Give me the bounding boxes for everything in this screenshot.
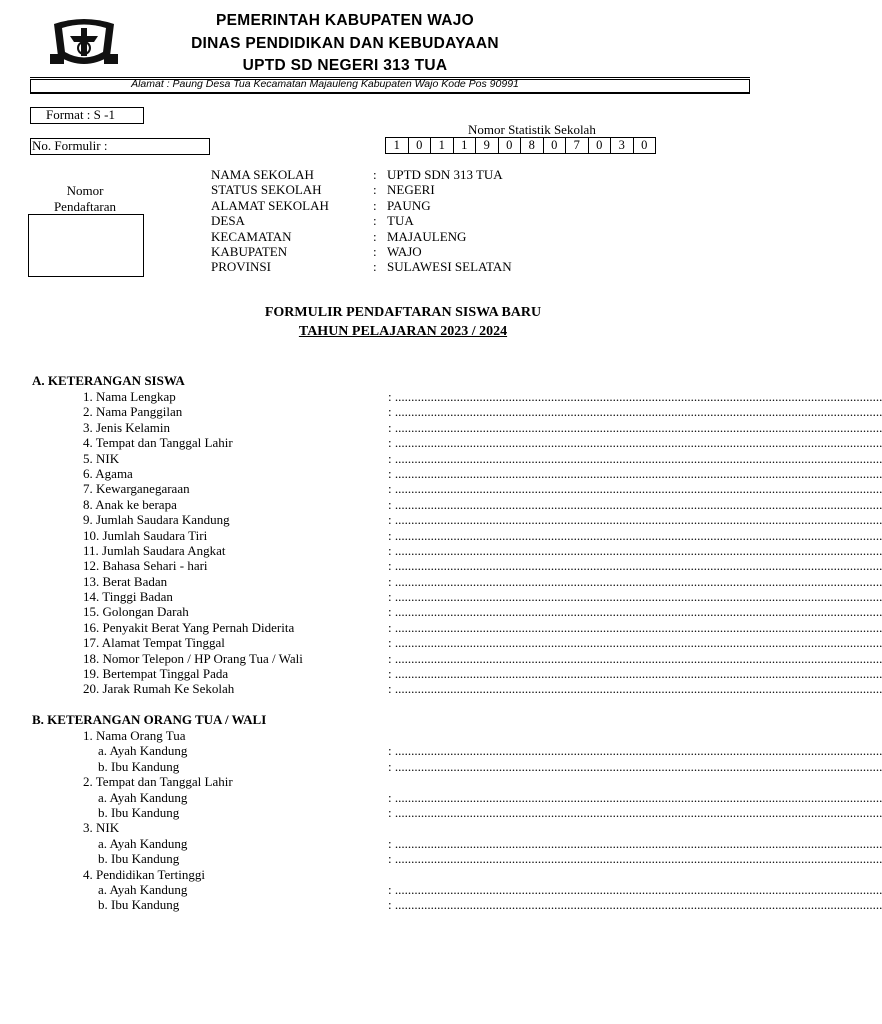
header-line-2: DINAS PENDIDIKAN DAN KEBUDAYAAN xyxy=(191,35,499,52)
fill-line[interactable]: : ...................................................................................................................................................... xyxy=(388,897,882,913)
nss-digit: 0 xyxy=(544,138,567,153)
nss-digit: 3 xyxy=(611,138,634,153)
school-info-label: DESA xyxy=(211,213,245,229)
section-a-fill-lines[interactable] xyxy=(388,389,882,697)
form-title: FORMULIR PENDAFTARAN SISWA BARU xyxy=(264,305,542,320)
school-info-labels xyxy=(211,167,329,275)
list-item: 10. Jumlah Saudara Tiri xyxy=(83,527,208,543)
nss-digit: 1 xyxy=(454,138,477,153)
list-item: a. Ayah Kandung xyxy=(98,743,188,759)
list-item: 15. Golongan Darah xyxy=(83,604,189,620)
fill-line[interactable]: : ...................................................................................................................................................... xyxy=(388,681,882,697)
nss-digit: 0 xyxy=(499,138,522,153)
list-item: 18. Nomor Telepon / HP Orang Tua / Wali xyxy=(83,650,303,666)
nomor-pendaftaran-label-1: Nomor xyxy=(66,183,104,198)
list-item: 1. Nama Lengkap xyxy=(83,389,176,404)
fill-line[interactable]: : ...................................................................................................................................................... xyxy=(388,481,882,497)
list-item: 5. NIK xyxy=(83,450,120,466)
no-formulir-label: No. Formulir : xyxy=(32,138,108,153)
fill-line[interactable]: : ...................................................................................................................................................... xyxy=(388,465,882,481)
nss-digit: 8 xyxy=(521,138,544,153)
school-info-value: PAUNG xyxy=(387,197,431,213)
school-info-value: UPTD SDN 313 TUA xyxy=(387,167,503,182)
school-info-label: PROVINSI xyxy=(211,259,271,275)
list-item: 8. Anak ke berapa xyxy=(83,496,177,512)
section-b-items xyxy=(83,728,233,913)
nss-digit: 0 xyxy=(589,138,612,153)
section-a-items xyxy=(83,389,303,697)
section-b-heading: B. KETERANGAN ORANG TUA / WALI xyxy=(32,712,267,727)
list-item: 6. Agama xyxy=(83,465,133,481)
list-item: 1. Nama Orang Tua xyxy=(83,728,186,743)
fill-line[interactable]: : ...................................................................................................................................................... xyxy=(388,496,882,512)
list-item: 12. Bahasa Sehari - hari xyxy=(83,558,208,574)
section-b-fill-lines[interactable] xyxy=(388,728,882,913)
fill-line[interactable]: : ...................................................................................................................................................... xyxy=(388,619,882,635)
fill-line[interactable]: : ...................................................................................................................................................... xyxy=(388,789,882,805)
list-item: b. Ibu Kandung xyxy=(98,897,180,913)
fill-line[interactable]: : ...................................................................................................................................................... xyxy=(388,743,882,759)
fill-line[interactable]: : ...................................................................................................................................................... xyxy=(388,881,882,897)
nss-digit: 9 xyxy=(476,138,499,153)
fill-line[interactable]: : ...................................................................................................................................................... xyxy=(388,558,882,574)
list-item: 19. Bertempat Tinggal Pada xyxy=(83,666,229,682)
school-info-colons: : : : : : : : xyxy=(373,167,377,275)
fill-line[interactable]: : ...................................................................................................................................................... xyxy=(388,419,882,435)
school-info-label: KECAMATAN xyxy=(211,228,292,244)
header-address: Alamat : Paung Desa Tua Kecamatan Majauleng Kabupaten Wajo Kode Pos 90991 xyxy=(131,78,519,90)
fill-line[interactable]: : ...................................................................................................................................................... xyxy=(388,589,882,605)
nss-digit: 1 xyxy=(431,138,454,153)
fill-line[interactable]: : ...................................................................................................................................................... xyxy=(388,573,882,589)
header-line-1: PEMERINTAH KABUPATEN WAJO xyxy=(215,12,475,29)
school-info-label: KABUPATEN xyxy=(211,243,288,259)
school-info-label: STATUS SEKOLAH xyxy=(211,182,322,198)
list-item: 7. Kewarganegaraan xyxy=(83,481,190,497)
list-item: b. Ibu Kandung xyxy=(98,804,180,820)
fill-line[interactable]: : ...................................................................................................................................................... xyxy=(388,835,882,851)
nss-digit: 0 xyxy=(641,138,648,152)
list-item: 20. Jarak Rumah Ke Sekolah xyxy=(83,681,235,697)
fill-line[interactable]: : ...................................................................................................................................................... xyxy=(388,450,882,466)
school-info-label: NAMA SEKOLAH xyxy=(211,167,314,182)
fill-line[interactable]: : ...................................................................................................................................................... xyxy=(388,666,882,682)
fill-line[interactable]: : ...................................................................................................................................................... xyxy=(388,758,882,774)
form-subtitle: TAHUN PELAJARAN 2023 / 2024 xyxy=(298,324,508,339)
school-info-value: SULAWESI SELATAN xyxy=(387,259,512,275)
list-item: 14. Tinggi Badan xyxy=(83,589,173,605)
list-item: 13. Berat Badan xyxy=(83,573,168,589)
nss-digit: 1 xyxy=(386,138,409,153)
section-a-heading: A. KETERANGAN SISWA xyxy=(32,373,185,388)
list-item: 3. NIK xyxy=(83,820,120,836)
fill-line[interactable]: : ...................................................................................................................................................... xyxy=(388,804,882,820)
fill-line[interactable]: : ...................................................................................................................................................... xyxy=(388,851,882,867)
nss-boxes xyxy=(385,137,656,154)
header-line-3: UPTD SD NEGERI 313 TUA xyxy=(242,57,448,74)
list-item: b. Ibu Kandung xyxy=(98,851,180,867)
fill-line[interactable]: : ...................................................................................................................................................... xyxy=(388,635,882,651)
fill-line[interactable]: : ...................................................................................................................................................... xyxy=(388,604,882,620)
fill-line[interactable]: : ...................................................................................................................................................... xyxy=(388,527,882,543)
list-item: 2. Nama Panggilan xyxy=(83,404,183,420)
fill-line[interactable]: : ...................................................................................................................................................... xyxy=(388,542,882,558)
nss-label: Nomor Statistik Sekolah xyxy=(468,122,596,137)
header-rule-bottom xyxy=(30,93,750,94)
list-item: 16. Penyakit Berat Yang Pernah Diderita xyxy=(83,619,295,635)
fill-line[interactable]: : ...................................................................................................................................................... xyxy=(388,512,882,528)
school-info-value: WAJO xyxy=(387,243,422,259)
list-item: 4. Tempat dan Tanggal Lahir xyxy=(83,435,233,451)
school-info-value: TUA xyxy=(387,213,414,229)
school-info-value: MAJAULENG xyxy=(387,228,467,244)
list-item: 2. Tempat dan Tanggal Lahir xyxy=(83,774,233,790)
list-item: a. Ayah Kandung xyxy=(98,789,188,805)
nss-digit: 0 xyxy=(409,138,432,153)
fill-line[interactable]: : ...................................................................................................................................................... xyxy=(388,435,882,451)
nomor-pendaftaran-label-2: Pendaftaran xyxy=(53,199,117,214)
fill-line[interactable]: : ...................................................................................................................................................... xyxy=(388,650,882,666)
list-item: 11. Jumlah Saudara Angkat xyxy=(83,542,226,558)
nss-digit: 7 xyxy=(566,138,589,153)
school-info-values xyxy=(387,167,512,275)
list-item: 9. Jumlah Saudara Kandung xyxy=(83,512,230,528)
list-item: a. Ayah Kandung xyxy=(98,881,188,897)
list-item: 3. Jenis Kelamin xyxy=(83,419,171,435)
list-item: 17. Alamat Tempat Tinggal xyxy=(83,635,225,651)
list-item: 4. Pendidikan Tertinggi xyxy=(83,866,205,882)
list-item: b. Ibu Kandung xyxy=(98,758,180,774)
fill-line[interactable]: : ...................................................................................................................................................... xyxy=(388,404,882,420)
nomor-pendaftaran-box[interactable] xyxy=(28,214,144,277)
school-info-label: ALAMAT SEKOLAH xyxy=(211,197,329,213)
fill-line[interactable]: : ...................................................................................................................................................... xyxy=(388,389,882,404)
format-label: Format : S -1 xyxy=(46,107,115,122)
school-info-value: NEGERI xyxy=(387,182,435,198)
list-item: a. Ayah Kandung xyxy=(98,835,188,851)
